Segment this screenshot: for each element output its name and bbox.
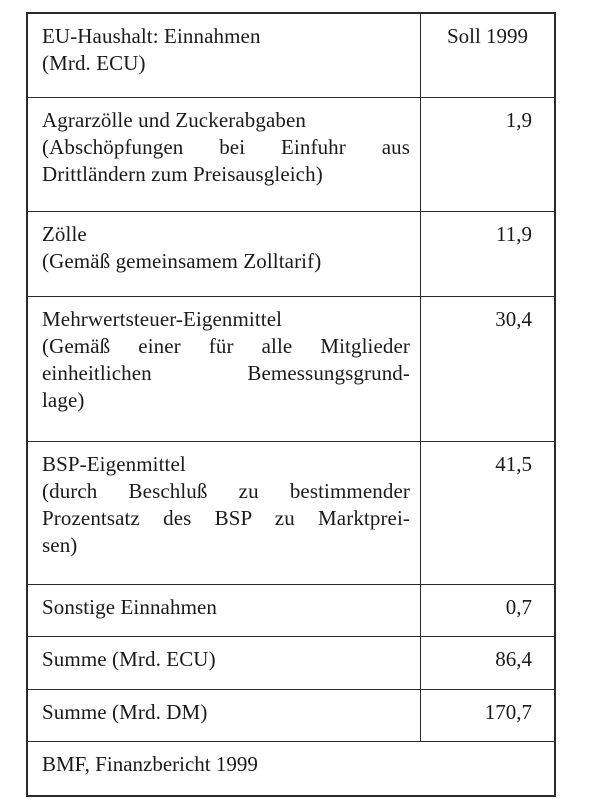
row-title: Sonstige Einnahmen <box>42 595 218 619</box>
row-label-cell <box>28 297 421 441</box>
row-label-cell <box>28 98 421 211</box>
row-title: BSP-Eigenmittel <box>42 452 186 476</box>
row-title: Mehrwertsteuer-Eigenmittel <box>42 307 283 331</box>
row-value: 0,7 <box>505 595 532 619</box>
row-title: Summe (Mrd. ECU) <box>42 647 216 671</box>
row-value: 1,9 <box>505 108 532 132</box>
table-row <box>28 442 554 585</box>
row-title: Zölle <box>42 222 87 246</box>
row-description: (Gemäß einer für alle Mitglieder <box>42 334 410 358</box>
row-value: 86,4 <box>495 647 532 671</box>
row-value: 11,9 <box>496 222 532 246</box>
source-note: BMF, Finanzbericht 1999 <box>42 752 258 776</box>
table-row <box>28 585 554 637</box>
row-title: Agrarzölle und Zuckerabgaben <box>42 108 307 132</box>
row-value: 41,5 <box>495 452 532 476</box>
row-description: sen) <box>42 533 78 557</box>
row-label-cell <box>28 690 421 741</box>
header-value-cell: Soll 1999 <box>446 24 529 48</box>
table-row <box>28 98 554 212</box>
header-unit: (Mrd. ECU) <box>42 51 146 75</box>
row-label-cell <box>28 442 421 584</box>
row-description: einheitlichen Bemessungsgrund- <box>42 361 410 385</box>
row-description: lage) <box>42 388 85 412</box>
table-source-row <box>28 742 554 795</box>
row-description: Drittländern zum Preisausgleich) <box>42 162 323 186</box>
row-label-cell <box>28 585 421 636</box>
table-row <box>28 297 554 442</box>
table-row <box>28 690 554 742</box>
header-label-cell <box>28 14 421 97</box>
table-row <box>28 637 554 690</box>
row-label-cell <box>28 637 421 689</box>
row-value: 30,4 <box>495 307 532 331</box>
eu-budget-revenue-table <box>26 12 556 797</box>
row-description: Prozentsatz des BSP zu Marktprei- <box>42 506 410 530</box>
row-label-cell <box>28 212 421 296</box>
row-description: (Gemäß gemeinsamem Zolltarif) <box>42 249 322 273</box>
row-description: (durch Beschluß zu bestimmender <box>42 479 410 503</box>
table-row <box>28 212 554 297</box>
row-title: Summe (Mrd. DM) <box>42 700 208 724</box>
table-header-row <box>28 14 554 98</box>
row-value: 170,7 <box>484 700 532 724</box>
header-title: EU-Haushalt: Einnahmen <box>42 24 261 48</box>
row-description: (Abschöpfungen bei Einfuhr aus <box>42 135 410 159</box>
